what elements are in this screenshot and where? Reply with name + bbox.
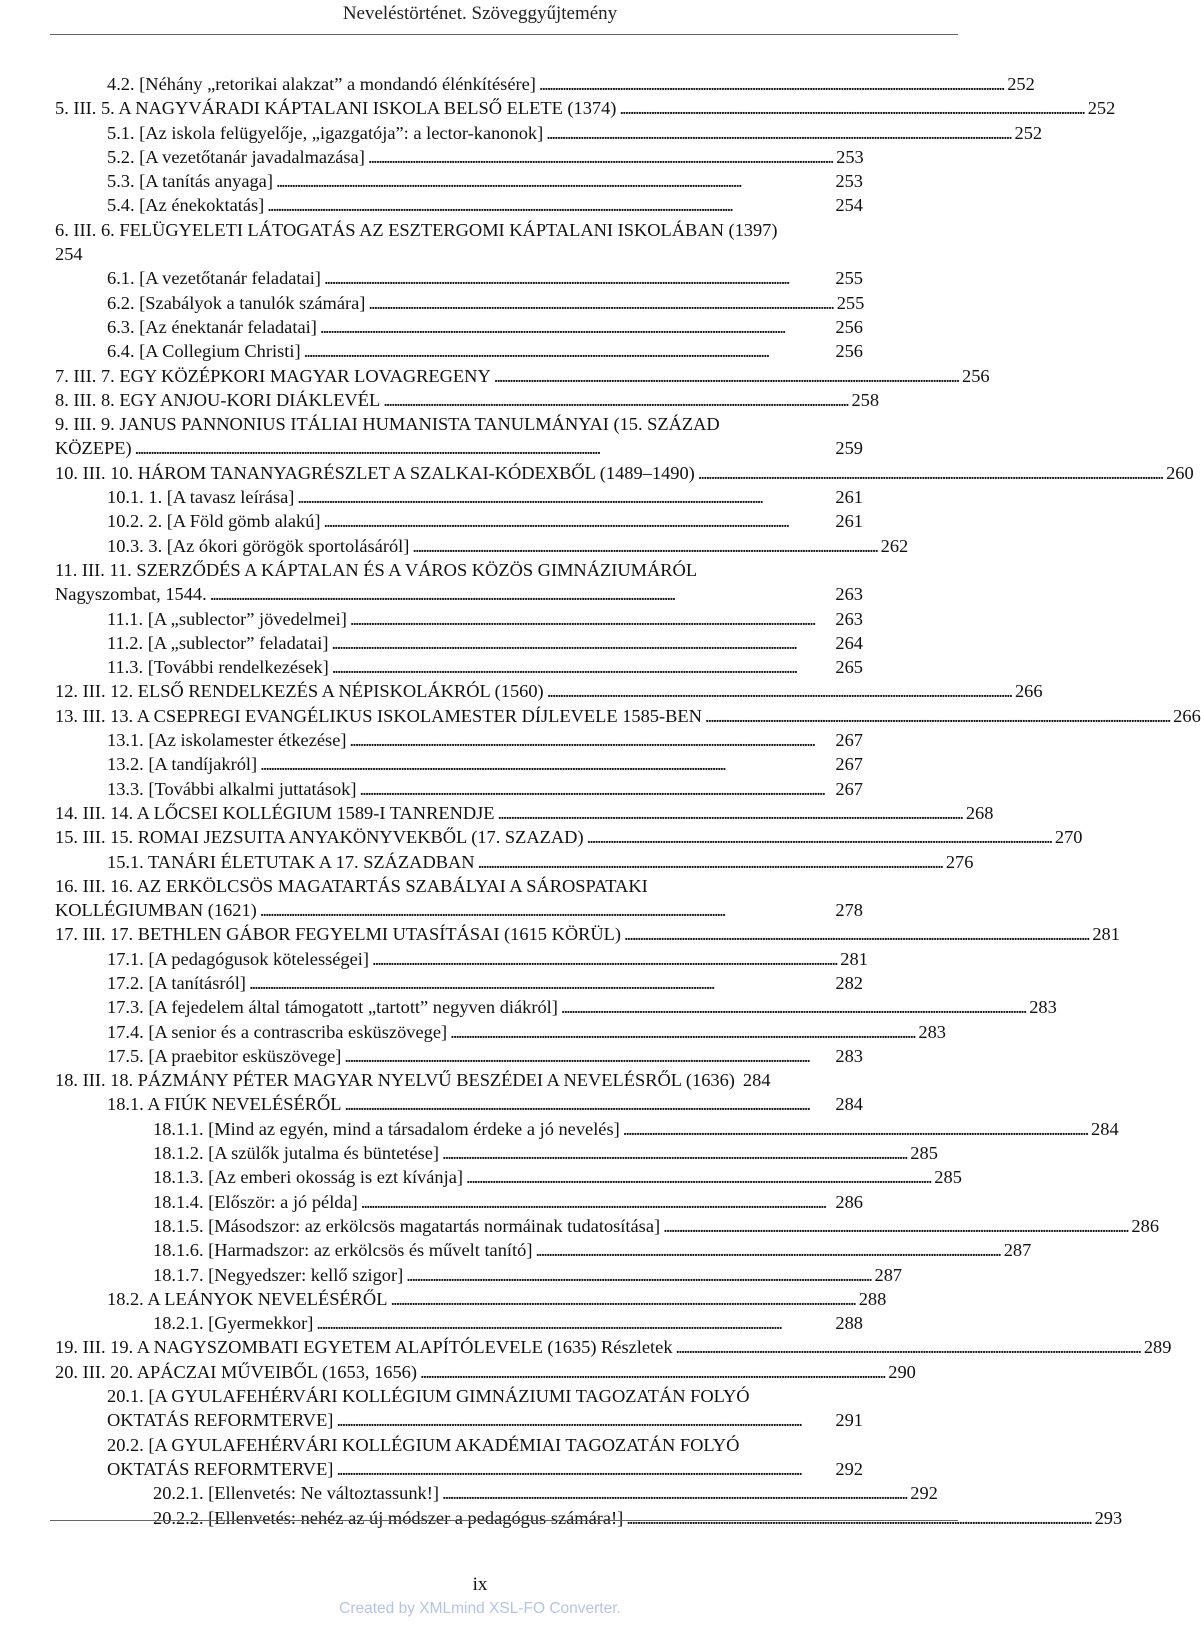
dot-leader — [324, 266, 830, 290]
toc-entry-title: 17.3. [A fejedelem által támogatott „tartott” negyven diákról] — [107, 997, 558, 1018]
toc-entry-page: 282 — [835, 972, 863, 993]
toc-entry-page: 288 — [858, 1288, 887, 1309]
toc-entry-title: 18.2. A LEÁNYOK NEVELÉSÉRŐL — [107, 1288, 388, 1309]
toc-entry-page: 259 — [835, 438, 863, 459]
toc-entry-title: 6.3. [Az énektanár feladatai] — [107, 316, 317, 337]
toc-entry-title: 10. III. 10. HÁROM TANANYAGRÉSZLET A SZALKAI-KÓDEXBŐL (1489–1490) — [55, 462, 695, 483]
toc-entry[interactable] — [55, 388, 880, 412]
toc-entry-page: 261 — [835, 487, 863, 508]
toc-entry-title: 4.2. [Néhány „retorikai alakzat” a mondandó élénkítésére] — [107, 74, 536, 94]
toc-entry[interactable] — [55, 655, 863, 679]
toc-entry[interactable] — [55, 72, 1035, 96]
toc-entry[interactable] — [55, 485, 863, 509]
toc-entry-title: 11.3. [További rendelkezések] — [107, 657, 329, 678]
toc-entry[interactable] — [55, 364, 990, 388]
toc-entry-page: 285 — [910, 1143, 938, 1164]
toc-entry-title: 18.1.2. [A szülők jutalma és büntetése] — [153, 1143, 440, 1164]
toc-entry-page: 252 — [1014, 122, 1043, 143]
dot-leader — [297, 485, 830, 509]
toc-entry-title: 18.2.1. [Gyermekkor] — [153, 1313, 314, 1334]
toc-entry-page: 266 — [1014, 681, 1043, 702]
toc-entry-page: 267 — [835, 778, 863, 799]
toc-entry-page: 284 — [1091, 1118, 1119, 1139]
toc-entry[interactable] — [55, 607, 863, 631]
dot-leader — [383, 388, 846, 412]
toc-entry[interactable] — [55, 1092, 863, 1116]
toc-entry-title: 6.1. [A vezetőtanár feladatai] — [107, 268, 321, 289]
toc-entry-page: 288 — [835, 1313, 863, 1334]
toc-entry-page: 255 — [836, 292, 865, 313]
toc-entry-title: Nagyszombat, 1544. — [55, 584, 207, 605]
toc-entry-page: 256 — [962, 365, 990, 386]
toc-entry-page: 287 — [874, 1264, 903, 1285]
toc-entry[interactable] — [55, 995, 1057, 1019]
toc-entry-title: 18.1.6. [Harmadszor: az erkölcsös és művelt tanító] — [153, 1240, 533, 1261]
toc-entry-page: 283 — [1029, 997, 1057, 1018]
dot-leader — [619, 96, 1082, 120]
toc-entry-page: 287 — [1003, 1240, 1032, 1261]
dot-leader — [535, 1238, 998, 1262]
toc-entry[interactable] — [55, 1481, 938, 1505]
dot-leader — [698, 461, 1161, 485]
toc-entry[interactable] — [55, 1311, 863, 1335]
toc-entry-page: 263 — [835, 608, 863, 629]
toc-entry-page: 284 — [742, 1070, 771, 1091]
toc-entry-title: OKTATÁS REFORMTERVE] — [107, 1410, 334, 1431]
toc-entry-page: 286 — [1131, 1215, 1160, 1236]
toc-entry-title: 20.2.1. [Ellenvetés: Ne változtassunk!] — [153, 1483, 439, 1504]
dot-leader — [267, 193, 830, 217]
toc-entry[interactable] — [55, 145, 863, 169]
toc-entry-title: 13. III. 13. A CSEPREGI EVANGÉLIKUS ISKOLAMESTER DÍJLEVELE 1585-BEN — [55, 705, 702, 726]
dot-leader — [336, 1457, 830, 1481]
toc-entry[interactable] — [55, 218, 863, 267]
dot-leader — [276, 169, 830, 193]
toc-entry-page: 265 — [835, 657, 863, 678]
dot-leader — [331, 631, 830, 655]
toc-entry[interactable] — [55, 1506, 1123, 1530]
dot-leader — [442, 1141, 905, 1165]
toc-entry[interactable] — [55, 461, 1194, 485]
dot-leader — [623, 1117, 1086, 1141]
toc-entry[interactable] — [55, 291, 863, 315]
toc-entry-title: 6.2. [Szabályok a tanulók számára] — [107, 292, 366, 313]
toc-entry-page: 254 — [55, 244, 83, 265]
toc-entry-title-line: 11. III. 11. SZERZŐDÉS A KÁPTALAN ÉS A VÁROS KÖZÖS GIMNÁZIUMÁRÓL — [55, 559, 698, 580]
toc-entry-title: 17.1. [A pedagógusok kötelességei] — [107, 948, 370, 969]
toc-entry-page: 291 — [835, 1410, 863, 1431]
dot-leader — [368, 145, 831, 169]
toc-entry-page: 289 — [1143, 1337, 1172, 1358]
toc-entry[interactable] — [55, 825, 1083, 849]
toc-entry-page: 285 — [934, 1167, 962, 1188]
toc-entry[interactable] — [55, 874, 863, 923]
toc-entry-title: 17. III. 17. BETHLEN GÁBOR FEGYELMI UTASÍTÁSAI (1615 KÖRÜL) — [55, 924, 622, 945]
toc-entry-title-line: 20.2. [A GYULAFEHÉRVÁRI KOLLÉGIUM AKADÉMIAI TAGOZATÁN FOLYÓ — [107, 1434, 740, 1455]
toc-entry-title-line: 9. III. 9. JANUS PANNONIUS ITÁLIAI HUMANISTA TANULMÁNYAI (15. SZÁZAD — [55, 414, 720, 435]
dot-leader — [494, 364, 957, 388]
dot-leader — [344, 1044, 830, 1068]
toc-entry[interactable] — [55, 169, 863, 193]
toc-entry[interactable] — [55, 752, 863, 776]
header-rule — [50, 34, 958, 35]
dot-leader — [320, 315, 831, 339]
toc-entry-page: 270 — [1054, 827, 1083, 848]
dot-leader — [344, 1092, 830, 1116]
dot-leader — [547, 679, 1010, 703]
dot-leader — [705, 704, 1168, 728]
toc-entry[interactable] — [55, 315, 863, 339]
toc-entry-title: 20. III. 20. APÁCZAI MŰVEIBŐL (1653, 1656) — [55, 1361, 417, 1382]
toc-entry-page: 284 — [835, 1094, 863, 1115]
toc-entry-title-line: 20.1. [A GYULAFEHÉRVÁRI KOLLÉGIUM GIMNÁZIUMI TAGOZATÁN FOLYÓ — [107, 1386, 750, 1407]
dot-leader — [350, 607, 831, 631]
dot-leader — [361, 1190, 831, 1214]
toc-entry-title: 5.1. [Az iskola felügyelője, „igazgatója”: a lector-kanonok] — [107, 122, 544, 143]
toc-entry-title: KÖZEPE) — [55, 438, 132, 459]
toc-entry-title: 13.3. [További alkalmi juttatások] — [107, 778, 357, 799]
toc-entry-title: OKTATÁS REFORMTERVE] — [107, 1458, 334, 1479]
toc-entry-title: 8. III. 8. EGY ANJOU-KORI DIÁKLEVÉL — [55, 389, 381, 410]
toc-entry[interactable] — [55, 1384, 863, 1433]
dot-leader — [466, 1165, 929, 1189]
toc-entry-page: 255 — [835, 268, 863, 289]
toc-entry[interactable] — [55, 1287, 887, 1311]
running-header: Neveléstörténet. Szöveggyűjtemény — [342, 3, 618, 24]
toc-entry-page: 254 — [835, 195, 863, 216]
dot-leader — [324, 509, 831, 533]
toc-entry[interactable] — [55, 777, 863, 801]
toc-entry-page: 292 — [835, 1458, 863, 1479]
toc-entry[interactable] — [55, 1263, 903, 1287]
dot-leader — [450, 1020, 913, 1044]
toc-entry-title: 6.4. [A Collegium Christi] — [107, 341, 301, 362]
toc-entry-title: 18.1. A FIÚK NEVELÉSÉRŐL — [107, 1094, 342, 1115]
toc-entry-page: 253 — [835, 171, 863, 192]
toc-entry-title: 10.2. 2. [A Föld gömb alakú] — [107, 511, 321, 532]
toc-entry[interactable] — [55, 1117, 1119, 1141]
toc-entry[interactable] — [55, 704, 1201, 728]
toc-entry-page: 286 — [835, 1191, 863, 1212]
toc-entry-page: 267 — [835, 730, 863, 751]
dot-leader — [390, 1287, 853, 1311]
dot-leader — [587, 825, 1050, 849]
toc-entry-page: 262 — [880, 535, 909, 556]
toc-entry-page: 283 — [835, 1045, 863, 1066]
toc-entry-title: 15. III. 15. ROMAI JEZSUITA ANYAKÖNYVEKBŐL (17. SZAZAD) — [55, 827, 584, 848]
toc-entry-title: 18.1.3. [Az emberi okosság is ezt kívánja] — [153, 1167, 464, 1188]
toc-entry-page: 276 — [945, 851, 974, 872]
toc-entry-title-line — [55, 1068, 863, 1092]
toc-entry-title: 7. III. 7. EGY KÖZÉPKORI MAGYAR LOVAGREGENY — [55, 365, 491, 386]
toc-entry[interactable] — [55, 266, 863, 290]
dot-leader — [420, 1360, 883, 1384]
dot-leader — [624, 922, 1087, 946]
toc-entry-title: 5.3. [A tanítás anyaga] — [107, 171, 273, 192]
dot-leader — [406, 1263, 869, 1287]
dot-leader — [546, 121, 1009, 145]
toc-entry-title: 17.5. [A praebitor esküszövege] — [107, 1045, 342, 1066]
dot-leader — [316, 1311, 830, 1335]
dot-leader — [539, 72, 1002, 96]
toc-entry[interactable] — [55, 971, 863, 995]
dot-leader — [663, 1214, 1126, 1238]
dot-leader — [561, 995, 1024, 1019]
toc-entry-page: 283 — [918, 1021, 946, 1042]
toc-entry-title: 19. III. 19. A NAGYSZOMBATI EGYETEM ALAPÍTÓLEVELE (1635) Részletek — [55, 1337, 673, 1358]
toc-entry-title: 12. III. 12. ELSŐ RENDELKEZÉS A NÉPISKOLÁKRÓL (1560) — [55, 681, 544, 702]
dot-leader — [372, 947, 835, 971]
toc-entry[interactable] — [55, 1433, 863, 1482]
toc-entry[interactable] — [55, 1190, 863, 1214]
toc-entry-page: 264 — [835, 632, 863, 653]
toc-entry-title: 17.2. [A tanításról] — [107, 972, 246, 993]
toc-entry-title: 20.2.2. [Ellenvetés: nehéz az új módszer a pedagógus számára!] — [153, 1507, 624, 1528]
dot-leader — [350, 728, 831, 752]
toc-entry[interactable] — [55, 1335, 1172, 1359]
toc-entry-title-line: 6. III. 6. FELÜGYELETI LÁTOGATÁS AZ ESZTERGOMI KÁPTALANI ISKOLÁBAN (1397) — [55, 219, 778, 240]
dot-leader — [135, 436, 831, 460]
toc-entry[interactable] — [55, 509, 863, 533]
toc-entry-title: 18.1.5. [Másodszor: az erkölcsös magatartás normáinak tudatosítása] — [153, 1215, 661, 1236]
dot-leader — [210, 582, 831, 606]
toc-entry-page: 268 — [965, 802, 994, 823]
toc-entry[interactable] — [55, 947, 868, 971]
toc-entry-page: 261 — [835, 511, 863, 532]
toc-entry[interactable] — [55, 850, 974, 874]
dot-leader — [676, 1335, 1139, 1359]
toc-entry-page: 258 — [851, 389, 880, 410]
toc-entry[interactable] — [55, 1238, 1032, 1262]
toc-entry-page: 281 — [840, 948, 868, 969]
toc-entry-page: 256 — [835, 341, 863, 362]
toc-entry-page: 260 — [1166, 462, 1194, 483]
page-number: ix — [472, 1574, 488, 1595]
dot-leader — [332, 655, 831, 679]
toc-entry[interactable] — [55, 631, 863, 655]
toc-entry[interactable] — [55, 1068, 863, 1092]
toc-entry-title: 13.1. [Az iskolamester étkezése] — [107, 730, 347, 751]
toc-entry-title: 10.1. 1. [A tavasz leírása] — [107, 487, 295, 508]
dot-leader — [498, 801, 961, 825]
toc-entry-page: 281 — [1092, 924, 1120, 945]
toc-entry-page: 293 — [1094, 1507, 1123, 1528]
toc-entry-title: 17.4. [A senior és a contrascriba esküszövege] — [107, 1021, 448, 1042]
toc-entry[interactable] — [55, 193, 863, 217]
toc-entry-title: 15.1. TANÁRI ÉLETUTAK A 17. SZÁZADBAN — [107, 851, 475, 872]
toc-entry[interactable] — [55, 1020, 946, 1044]
toc-entry[interactable] — [55, 339, 863, 363]
toc-entry[interactable] — [55, 679, 1043, 703]
toc-entry-title: 5. III. 5. A NAGYVÁRADI KÁPTALANI ISKOLA BELSŐ ELETE (1374) — [55, 98, 617, 119]
footer-rule — [50, 1520, 958, 1521]
toc-entry-title: 11.2. [A „sublector” feladatai] — [107, 632, 329, 653]
toc-entry-title: 18.1.7. [Negyedszer: kellő szigor] — [153, 1264, 404, 1285]
toc-entry-title: 18. III. 18. PÁZMÁNY PÉTER MAGYAR NYELVŰ BESZÉDEI A NEVELÉSRŐL (1636) — [55, 1070, 735, 1091]
toc-entry-title: 10.3. 3. [Az ókori görögök sportolásáról] — [107, 535, 410, 556]
toc-entry-title: 11.1. [A „sublector” jövedelmei] — [107, 608, 347, 629]
toc-entry-page: 290 — [888, 1361, 916, 1382]
dot-leader — [368, 291, 831, 315]
dot-leader — [249, 971, 830, 995]
toc-entry[interactable] — [55, 1165, 962, 1189]
toc-entry-page: 267 — [835, 754, 863, 775]
dot-leader — [260, 752, 830, 776]
toc-entry-page: 278 — [835, 900, 863, 921]
toc-entry[interactable] — [55, 801, 994, 825]
dot-leader — [304, 339, 831, 363]
toc-entry[interactable] — [55, 922, 1120, 946]
toc-entry-page: 256 — [835, 316, 863, 337]
dot-leader — [260, 898, 831, 922]
toc-entry-page: 253 — [836, 146, 864, 167]
toc-entry-title: 14. III. 14. A LŐCSEI KOLLÉGIUM 1589-I TANRENDJE — [55, 802, 495, 823]
toc-entry[interactable] — [55, 1141, 938, 1165]
toc-entry-page: 266 — [1173, 705, 1201, 726]
dot-leader — [336, 1408, 830, 1432]
dot-leader — [412, 534, 875, 558]
toc-entry-title: KOLLÉGIUMBAN (1621) — [55, 900, 257, 921]
toc-entry[interactable] — [55, 728, 863, 752]
converter-watermark: Created by XMLmind XSL-FO Converter. — [339, 1600, 621, 1617]
toc-entry-title: 5.4. [Az énekoktatás] — [107, 195, 265, 216]
toc-entry-title: 13.2. [A tandíjakról] — [107, 754, 258, 775]
toc-entry[interactable] — [55, 121, 1043, 145]
toc-entry[interactable] — [55, 96, 1116, 120]
dot-leader — [442, 1481, 905, 1505]
toc-entry-title-line: 16. III. 16. AZ ERKÖLCSÖS MAGATARTÁS SZABÁLYAI A SÁROSPATAKI — [55, 875, 648, 896]
toc-entry-title: 18.1.1. [Mind az egyén, mind a társadalom érdeke a jó nevelés] — [153, 1118, 620, 1139]
dot-leader — [360, 777, 831, 801]
toc-entry-title: 5.2. [A vezetőtanár javadalmazása] — [107, 146, 365, 167]
dot-leader — [478, 850, 941, 874]
toc-entry-page: 292 — [910, 1483, 938, 1504]
toc-entry-page: 263 — [835, 584, 863, 605]
toc-entry[interactable] — [55, 1360, 916, 1384]
toc-entry[interactable] — [55, 1214, 1160, 1238]
table-of-contents — [55, 72, 1201, 1530]
toc-entry[interactable] — [55, 558, 863, 607]
toc-entry-page: 252 — [1007, 74, 1035, 94]
toc-entry[interactable] — [55, 534, 909, 558]
dot-leader — [626, 1506, 1089, 1530]
toc-entry[interactable] — [55, 1044, 863, 1068]
toc-entry-page: 252 — [1087, 98, 1116, 119]
toc-entry-title: 18.1.4. [Először: a jó példa] — [153, 1191, 358, 1212]
toc-entry[interactable] — [55, 412, 863, 461]
